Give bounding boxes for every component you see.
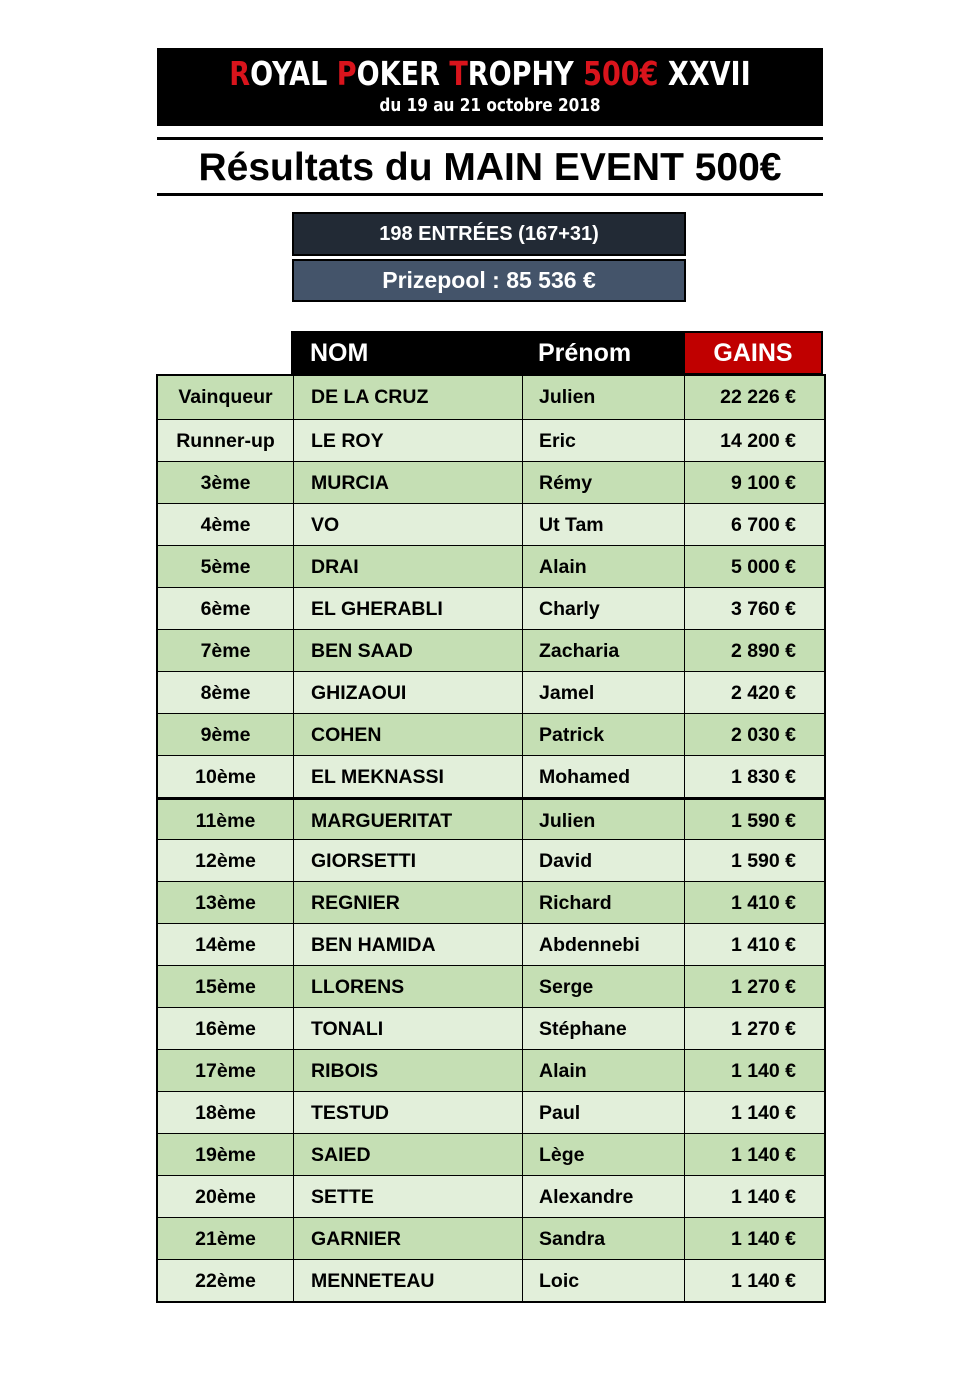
nom-cell: LLORENS — [294, 966, 523, 1007]
prenom-cell: David — [523, 840, 685, 881]
nom-cell: MENNETEAU — [294, 1260, 523, 1301]
entries-box: 198 ENTRÉES (167+31) — [292, 212, 686, 256]
nom-cell: EL GHERABLI — [294, 588, 523, 629]
gains-cell: 6 700 € — [730, 514, 796, 536]
nom-cell: COHEN — [294, 714, 523, 755]
rank-cell: 7ème — [158, 630, 294, 671]
event-banner — [157, 48, 823, 126]
rank-cell: 8ème — [158, 672, 294, 713]
prenom-cell: Richard — [523, 882, 685, 923]
prenom-cell: Julien — [523, 376, 685, 419]
nom-cell: EL MEKNASSI — [294, 756, 523, 797]
title-part: P — [336, 54, 357, 93]
gains-cell: 3 760 € — [730, 598, 796, 620]
rank-cell: 13ème — [158, 882, 294, 923]
table-row — [158, 839, 824, 881]
prenom-cell: Serge — [523, 966, 685, 1007]
table-row — [158, 545, 824, 587]
rank-cell: Vainqueur — [158, 376, 294, 419]
gains-cell: 1 140 € — [730, 1186, 796, 1208]
prenom-cell: Alain — [523, 546, 685, 587]
nom-cell: SAIED — [294, 1134, 523, 1175]
rank-cell: 9ème — [158, 714, 294, 755]
gains-cell: 9 100 € — [730, 472, 796, 494]
table-row — [158, 503, 824, 545]
title-part: XXVII — [658, 54, 751, 93]
prenom-cell: Zacharia — [523, 630, 685, 671]
table-row — [158, 713, 824, 755]
rank-cell: 18ème — [158, 1092, 294, 1133]
prenom-cell: Paul — [523, 1092, 685, 1133]
gains-cell: 1 140 € — [730, 1060, 796, 1082]
prenom-cell: Eric — [523, 420, 685, 461]
table-row — [158, 671, 824, 713]
rank-cell: 10ème — [158, 756, 294, 797]
gains-cell: 1 830 € — [730, 766, 796, 788]
gains-cell: 1 140 € — [730, 1228, 796, 1250]
gains-cell: 1 270 € — [730, 976, 796, 998]
rank-cell: 20ème — [158, 1176, 294, 1217]
table-row — [158, 419, 824, 461]
rank-cell: 19ème — [158, 1134, 294, 1175]
prenom-cell: Charly — [523, 588, 685, 629]
prenom-cell: Julien — [523, 800, 685, 839]
table-row — [158, 755, 824, 797]
prenom-cell: Stéphane — [523, 1008, 685, 1049]
gains-cell: 1 590 € — [730, 810, 796, 832]
title-part: OKER — [356, 54, 450, 93]
prenom-cell: Alexandre — [523, 1176, 685, 1217]
nom-cell: GARNIER — [294, 1218, 523, 1259]
rank-cell: Runner-up — [158, 420, 294, 461]
gains-cell: 1 590 € — [730, 850, 796, 872]
nom-cell: REGNIER — [294, 882, 523, 923]
gains-cell: 1 410 € — [730, 934, 796, 956]
event-dates: du 19 au 21 octobre 2018 — [379, 95, 601, 116]
table-row — [158, 1133, 824, 1175]
prenom-cell: Loic — [523, 1260, 685, 1301]
gains-cell: 1 140 € — [730, 1144, 796, 1166]
gains-cell: 2 890 € — [730, 640, 796, 662]
table-row — [158, 923, 824, 965]
rank-cell: 5ème — [158, 546, 294, 587]
rank-cell: 22ème — [158, 1260, 294, 1301]
gains-cell: 1 140 € — [730, 1102, 796, 1124]
gains-cell: 22 226 € — [720, 386, 796, 408]
gains-cell: 14 200 € — [720, 430, 796, 452]
gains-cell: 1 140 € — [730, 1270, 796, 1292]
nom-cell: RIBOIS — [294, 1050, 523, 1091]
results-table — [156, 374, 826, 1303]
rank-cell: 17ème — [158, 1050, 294, 1091]
table-row — [158, 881, 824, 923]
divider-top — [157, 137, 823, 140]
prenom-cell: Mohamed — [523, 756, 685, 797]
rank-cell: 21ème — [158, 1218, 294, 1259]
column-header-nom: NOM — [291, 331, 521, 375]
results-title: Résultats du MAIN EVENT 500€ — [198, 146, 782, 189]
rank-cell: 12ème — [158, 840, 294, 881]
prenom-cell: Rémy — [523, 462, 685, 503]
nom-cell: TESTUD — [294, 1092, 523, 1133]
table-row — [158, 1007, 824, 1049]
nom-cell: GIORSETTI — [294, 840, 523, 881]
prenom-cell: Ut Tam — [523, 504, 685, 545]
gains-cell: 2 420 € — [730, 682, 796, 704]
gains-cell: 1 410 € — [730, 892, 796, 914]
rank-cell: 15ème — [158, 966, 294, 1007]
nom-cell: DE LA CRUZ — [294, 376, 523, 419]
prizepool-box: Prizepool : 85 536 € — [292, 259, 686, 302]
rank-cell: 11ème — [158, 800, 294, 839]
table-row — [158, 1175, 824, 1217]
nom-cell: LE ROY — [294, 420, 523, 461]
title-part: R — [229, 54, 251, 93]
column-header-gains: GAINS — [683, 331, 823, 375]
table-row — [158, 797, 824, 839]
gains-cell: 2 030 € — [730, 724, 796, 746]
table-row — [158, 629, 824, 671]
gains-cell: 5 000 € — [730, 556, 796, 578]
nom-cell: TONALI — [294, 1008, 523, 1049]
title-part: OYAL — [250, 54, 337, 93]
title-part: 500€ — [583, 54, 659, 93]
prenom-cell: Abdennebi — [523, 924, 685, 965]
table-row — [158, 965, 824, 1007]
prenom-cell: Patrick — [523, 714, 685, 755]
table-row — [158, 461, 824, 503]
rank-cell: 3ème — [158, 462, 294, 503]
nom-cell: MARGUERITAT — [294, 800, 523, 839]
nom-cell: BEN HAMIDA — [294, 924, 523, 965]
prenom-cell: Jamel — [523, 672, 685, 713]
column-header-prenom: Prénom — [521, 331, 683, 375]
nom-cell: DRAI — [294, 546, 523, 587]
rank-cell: 14ème — [158, 924, 294, 965]
nom-cell: VO — [294, 504, 523, 545]
table-row — [158, 587, 824, 629]
rank-cell: 4ème — [158, 504, 294, 545]
nom-cell: GHIZAOUI — [294, 672, 523, 713]
table-row — [158, 1217, 824, 1259]
prenom-cell: Alain — [523, 1050, 685, 1091]
event-title — [217, 54, 763, 94]
nom-cell: SETTE — [294, 1176, 523, 1217]
prenom-cell: Sandra — [523, 1218, 685, 1259]
table-row — [158, 376, 824, 419]
nom-cell: MURCIA — [294, 462, 523, 503]
divider-bottom — [157, 193, 823, 196]
title-part: ROPHY — [467, 54, 584, 93]
title-part: T — [449, 54, 468, 93]
table-row — [158, 1259, 824, 1301]
prenom-cell: Lège — [523, 1134, 685, 1175]
table-row — [158, 1091, 824, 1133]
nom-cell: BEN SAAD — [294, 630, 523, 671]
table-row — [158, 1049, 824, 1091]
rank-cell: 6ème — [158, 588, 294, 629]
rank-cell: 16ème — [158, 1008, 294, 1049]
gains-cell: 1 270 € — [730, 1018, 796, 1040]
